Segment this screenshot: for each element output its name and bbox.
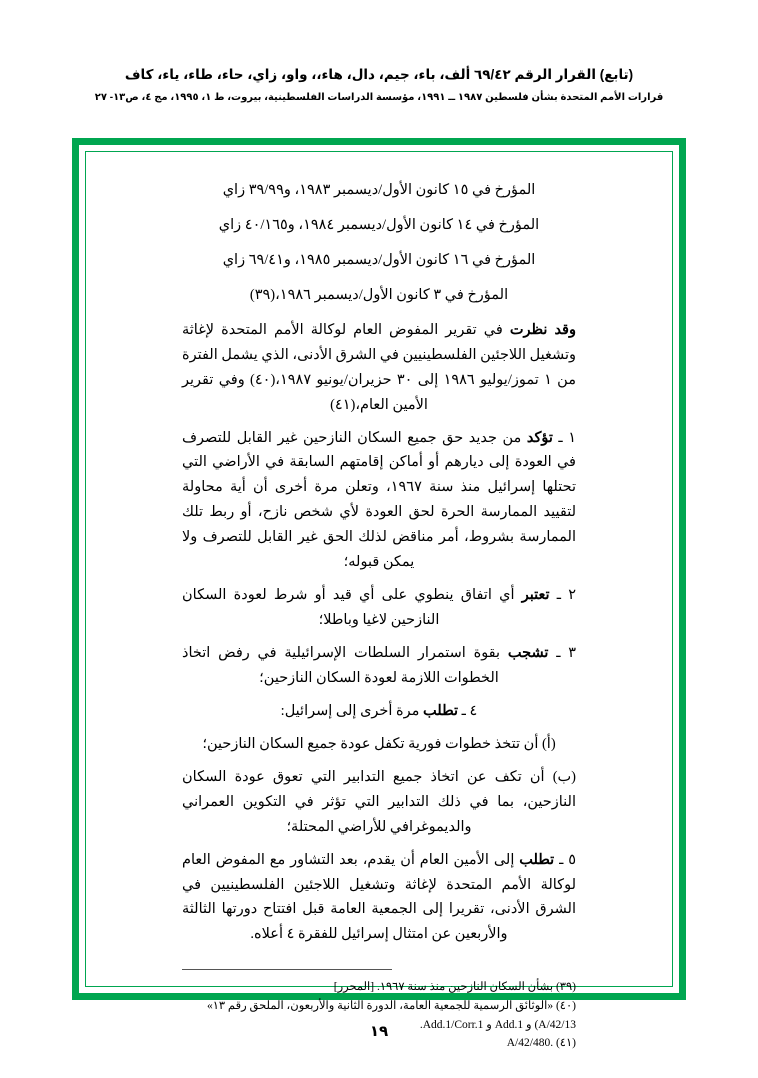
footnote-41: (٤١) .A/42/480 xyxy=(506,1037,576,1050)
item-5-verb: تطلب xyxy=(519,851,555,868)
operative-item-1 xyxy=(182,426,576,576)
document-content xyxy=(86,178,672,1050)
footnote-separator xyxy=(182,969,392,970)
item-1-number: ١ ـ xyxy=(558,429,577,446)
green-frame-outer xyxy=(72,138,686,1050)
item-3-number: ٣ ـ xyxy=(556,645,577,661)
sub-item-a: (أ) أن تتخذ خطوات فورية تكفل عودة جميع السكان النازحين؛ xyxy=(202,735,556,752)
dates-line-3: المؤرخ في ١٦ كانون الأول/ديسمبر ١٩٨٥، و٦٩/٤١ زاي xyxy=(222,251,536,268)
footnote-40: (٤٠) «الوثائق الرسمية للجمعية العامة، الدورة الثانية والأربعون، الملحق رقم ١٣» A/42/13) و Add.1 و Add.1/Corr.1. xyxy=(206,999,576,1031)
operative-item-5 xyxy=(182,848,576,948)
operative-item-2 xyxy=(182,583,576,633)
intro-bold-lead: وقد نظرت xyxy=(509,321,576,338)
item-4-number: ٤ ـ xyxy=(461,702,478,719)
item-2-number: ٢ ـ xyxy=(556,587,577,604)
item-1-text: من جديد حق جميع السكان النازحين غير القابل للتصرف في العودة إلى ديارهم أو أماكن إقامتهم السابقة في الأراضي التي تحتلها إسرائيل منذ سنة ١٩٦٧، وتعلن مرة أخرى أن أية محاولة لتقييد الممارسة الحرة لحق العودة لأي شخص نازح، أو ربط تلك الممارسة بشروط، أمر مناقض لذلك الحق غير القابل للتصرف ولا يمكن قبوله؛ xyxy=(182,429,576,571)
operative-item-3 xyxy=(182,641,576,691)
dates-line-4: المؤرخ في ٣ كانون الأول/ديسمبر ١٩٨٦،(٣٩) xyxy=(249,286,509,303)
item-5-number: ٥ ـ xyxy=(559,851,576,868)
item-2-text: أي اتفاق ينطوي على أي قيد أو شرط لعودة السكان النازحين لاغيا وباطلا؛ xyxy=(182,587,515,629)
item-4-verb: تطلب xyxy=(423,702,459,719)
item-5-text: إلى الأمين العام أن يقدم، بعد التشاور مع المفوض العام لوكالة الأمم المتحدة لإغاثة وتشغيل اللاجئين الفلسطينيين في الشرق الأدنى، تقريرا إلى الجمعية العامة قبل افتتاح دورتها الثالثة والأربعين عن امتثال إسرائيل للفقرة ٤ أعلاه. xyxy=(182,851,576,943)
footnotes-block xyxy=(182,978,576,1053)
operative-item-4 xyxy=(182,699,576,724)
sub-item-b: (ب) أن تكف عن اتخاذ جميع التدابير التي تعوق عودة السكان النازحين، بما في ذلك التدابير التي تؤثر في التكوين العمراني والديموغرافي للأراضي المحتلة؛ xyxy=(182,768,576,835)
page-header xyxy=(0,0,758,105)
dates-line-1: المؤرخ في ١٥ كانون الأول/ديسمبر ١٩٨٣، و٣٩/٩٩ زاي xyxy=(222,182,536,198)
footnote-39: (٣٩) بشأن السكان النازحين منذ سنة ١٩٦٧. [المحرر] xyxy=(333,981,576,994)
header-subtitle: قرارات الأمم المتحدة بشأن فلسطين ١٩٨٧ ــ ١٩٩١، مؤسسة الدراسات الفلسطينية، بيروت، ط ١، ١٩٩٥، مج ٤، ص١٣- ٢٧ xyxy=(94,91,664,103)
item-4-text: مرة أخرى إلى إسرائيل: xyxy=(280,702,420,719)
page-number: ١٩ xyxy=(369,1023,389,1040)
intro-body: في تقرير المفوض العام لوكالة الأمم المتحدة لإغاثة وتشغيل اللاجئين الفلسطينيين في الشرق الأدنى، الذي يشمل الفترة من ١ تموز/يوليو ١٩٨٦ إلى ٣٠ حزيران/يونيو ١٩٨٧،(٤٠) وفي تقرير الأمين العام،(٤١) xyxy=(182,321,576,413)
green-frame-inner xyxy=(85,151,673,1050)
dates-line-2: المؤرخ في ١٤ كانون الأول/ديسمبر ١٩٨٤، و٤٠/١٦٥ زاي xyxy=(218,216,540,233)
intro-paragraph xyxy=(182,318,576,418)
item-3-text: بقوة استمرار السلطات الإسرائيلية في رفض اتخاذ الخطوات اللازمة لعودة السكان النازحين؛ xyxy=(182,645,501,686)
header-title: (تابع) القرار الرقم ٦٩/٤٢ ألف، باء، جيم، دال، هاء،، واو، زاي، حاء، طاء، ياء، كاف xyxy=(124,67,634,82)
item-2-verb: تعتبر xyxy=(521,587,550,604)
item-3-verb: تشجب xyxy=(507,645,549,661)
item-1-verb: تؤكد xyxy=(526,429,553,446)
